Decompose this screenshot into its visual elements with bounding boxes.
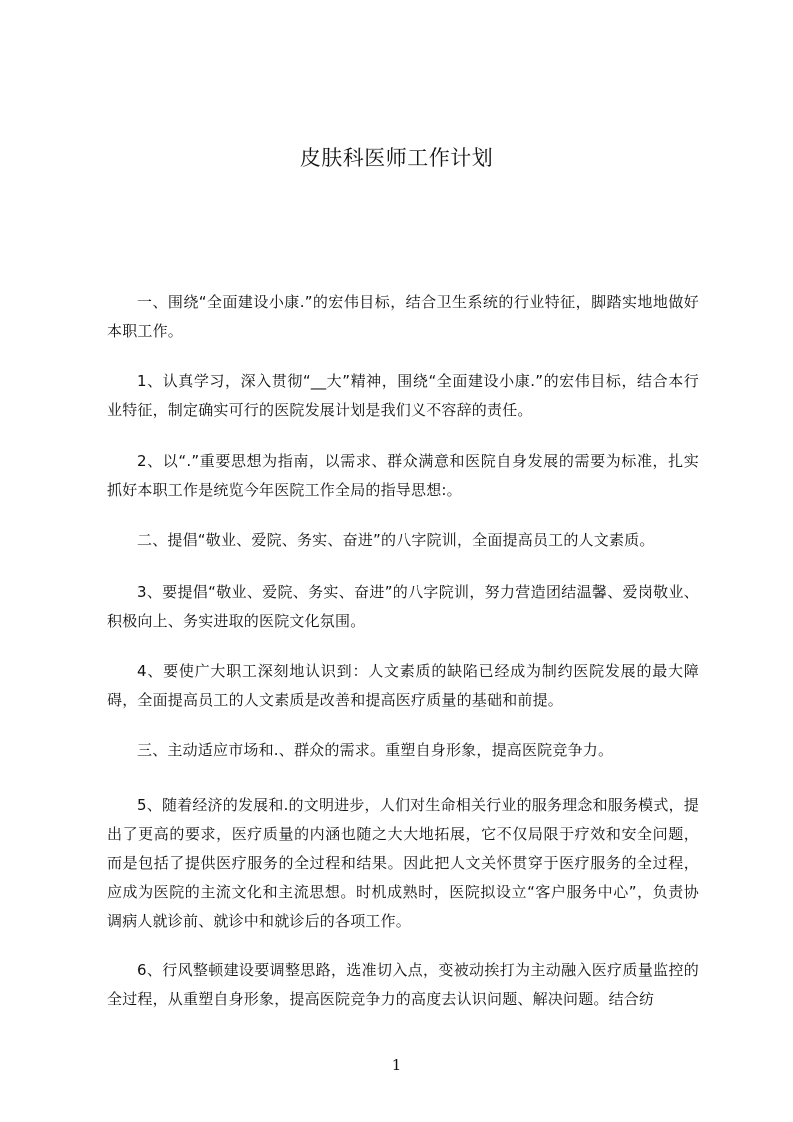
section-heading-1: 一、围绕“全面建设小康.”的宏伟目标，结合卫生系统的行业特征，脚踏实地地做好本职工作。: [107, 293, 699, 340]
page-title: 皮肤科医师工作计划: [299, 146, 494, 170]
paragraph-5: 5、随着经济的发展和.的文明进步，人们对生命相关行业的服务理念和服务模式，提出了更高的要求，医疗质量的内涵也随之大大地拓展，它不仅局限于疗效和安全问题，而是包括了提供医疗服务的全过程和结果。因此把人文关怀贯穿于医疗服务的全过程，应成为医院的主流文化和主流思想。时机成熟时，医院拟设立“客户服务中心”，负责协调病人就诊前、就诊中和就诊后的各项工作。: [107, 796, 699, 930]
paragraph-3: 3、要提倡“敬业、爱院、务实、奋进”的八字院训，努力营造团结温馨、爱岗敬业、积极向上、务实进取的医院文化氛围。: [107, 583, 699, 630]
paragraph-4: 4、要使广大职工深刻地认识到：人文素质的缺陷已经成为制约医院发展的最大障碍，全面提高员工的人文素质是改善和提高医疗质量的基础和前提。: [107, 662, 699, 709]
paragraph-2: 2、以“.”重要思想为指南，以需求、群众满意和医院自身发展的需要为标准，扎实抓好本职工作是统览今年医院工作全局的指导思想:。: [107, 452, 699, 499]
paragraph-1: 1、认真学习，深入贯彻“__大”精神，围绕“全面建设小康.”的宏伟目标，结合本行业特征，制定确实可行的医院发展计划是我们义不容辞的责任。: [107, 372, 699, 419]
page-number: 1: [391, 1056, 402, 1074]
paragraph-6: 6、行风整顿建设要调整思路，选准切入点，变被动挨打为主动融入医疗质量监控的全过程，从重塑自身形象，提高医院竞争力的高度去认识问题、解决问题。结合纺: [107, 961, 699, 1008]
section-heading-2: 二、提倡“敬业、爱院、务实、奋进”的八字院训，全面提高员工的人文素质。: [137, 531, 655, 549]
section-heading-3: 三、主动适应市场和.、群众的需求。重塑自身形象，提高医院竞争力。: [137, 741, 614, 759]
